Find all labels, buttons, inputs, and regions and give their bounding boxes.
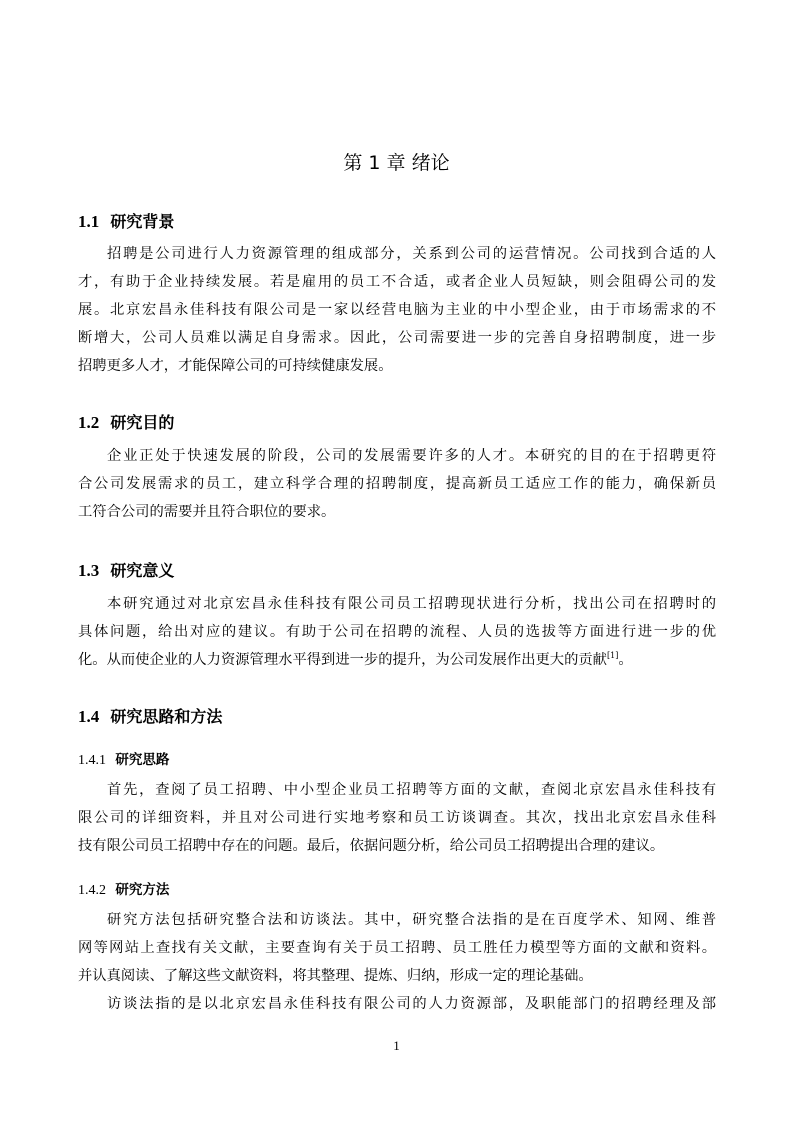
paragraph-interview: [78, 990, 716, 1018]
paragraph-methods: [78, 906, 716, 990]
paragraph-line: 研究方法包括研究整合法和访谈法。其中，研究整合法指的是在百度学术、知网、维普: [107, 912, 716, 928]
paragraph-background: [78, 240, 716, 380]
section-title: 研究思路和方法: [110, 707, 223, 726]
section-title: 研究意义: [110, 561, 175, 580]
paragraph-purpose: [78, 442, 716, 526]
paragraph-line: 企业正处于快速发展的阶段，公司的发展需要许多的人才。本研究的目的在于招聘更符: [107, 448, 716, 464]
section-number: 1.1: [78, 212, 100, 231]
subsection-title: 研究思路: [115, 752, 170, 768]
section-title: 研究背景: [110, 212, 175, 231]
paragraph-line: 访谈法指的是以北京宏昌永佳科技有限公司的人力资源部，及职能部门的招聘经理及部: [107, 996, 716, 1012]
section-heading-1-4: [78, 704, 222, 727]
paragraph-line: 首先，查阅了员工招聘、中小型企业员工招聘等方面的文献，查阅北京宏昌永佳科技有: [107, 782, 716, 798]
paragraph-line: 技有限公司员工招聘中存在的问题。最后，依据问题分析，给公司员工招聘提出合理的建议。: [78, 838, 665, 854]
paragraph-line: 展。北京宏昌永佳科技有限公司是一家以经营电脑为主业的中小型企业，由于市场需求的不: [78, 302, 716, 318]
section-heading-1-3: [78, 558, 174, 581]
paragraph-line: 限公司的详细资料，并且对公司进行实地考察和员工访谈调查。其次，找出北京宏昌永佳科: [78, 810, 716, 826]
section-heading-1-2: [78, 410, 174, 433]
subsection-heading-1-4-2: [78, 878, 169, 899]
page-number: 1: [393, 1038, 400, 1053]
section-number: 1.3: [78, 561, 100, 580]
paragraph-line: 才，有助于企业持续发展。若是雇用的员工不合适，或者企业人员短缺，则会阻碍公司的发: [78, 274, 716, 290]
paragraph-line: 断增大，公司人员难以满足自身需求。因此，公司需要进一步的完善自身招聘制度，进一步: [78, 330, 716, 346]
citation-marker: [1]: [606, 651, 619, 661]
paragraph-significance: [78, 590, 716, 674]
paragraph-line: 网等网站上查找有关文献，主要查询有关于员工招聘、员工胜任力模型等方面的文献和资料。: [78, 940, 716, 956]
paragraph-line: 合公司发展需求的员工，建立科学合理的招聘制度，提高新员工适应工作的能力，确保新员: [78, 476, 716, 492]
paragraph-line: [78, 646, 716, 674]
paragraph-line: 并认真阅读、了解这些文献资料，将其整理、提炼、归纳，形成一定的理论基础。: [78, 968, 593, 984]
paragraph-line: 工符合公司的需要并且符合职位的要求。: [78, 504, 336, 520]
paragraph-line: 具体问题，给出对应的建议。有助于公司在招聘的流程、人员的选拔等方面进行进一步的优: [78, 624, 716, 640]
subsection-heading-1-4-1: [78, 748, 169, 769]
paragraph-approach: [78, 776, 716, 860]
subsection-title: 研究方法: [115, 882, 170, 898]
paragraph-line-tail: 。: [618, 652, 633, 668]
subsection-number: 1.4.2: [78, 883, 106, 898]
paragraph-line: 招聘是公司进行人力资源管理的组成部分，关系到公司的运营情况。公司找到合适的人: [107, 246, 716, 262]
subsection-number: 1.4.1: [78, 753, 106, 768]
section-title: 研究目的: [110, 413, 175, 432]
paragraph-line: 招聘更多人才，才能保障公司的可持续健康发展。: [78, 358, 393, 374]
chapter-title: 第 1 章 绪论: [343, 152, 450, 174]
section-number: 1.4: [78, 707, 100, 726]
section-heading-1-1: [78, 209, 174, 232]
section-number: 1.2: [78, 413, 100, 432]
paragraph-line: 本研究通过对北京宏昌永佳科技有限公司员工招聘现状进行分析，找出公司在招聘时的: [107, 596, 716, 612]
paragraph-line-text: 化。从而使企业的人力资源管理水平得到进一步的提升，为公司发展作出更大的贡献: [78, 652, 607, 668]
